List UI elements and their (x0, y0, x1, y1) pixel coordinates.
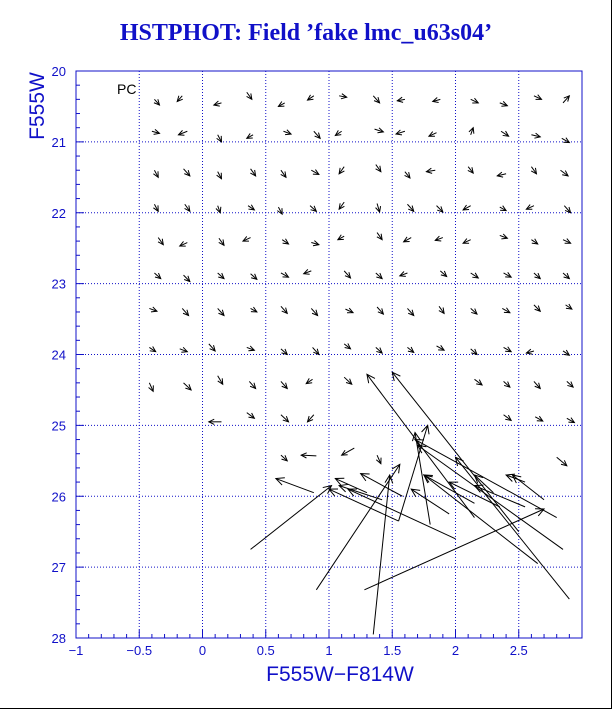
small-vector (281, 349, 287, 355)
small-vector (471, 98, 479, 103)
small-vector (154, 99, 160, 105)
small-vector (396, 130, 405, 135)
small-vector (504, 381, 510, 387)
small-vector (218, 376, 223, 385)
small-vector (339, 94, 347, 99)
small-vector (405, 172, 410, 178)
small-vector (311, 170, 319, 175)
small-vector (429, 132, 437, 137)
small-vector (218, 273, 224, 279)
small-vector (184, 383, 192, 390)
small-vector (178, 130, 187, 135)
small-vector (209, 344, 215, 351)
small-vector (339, 202, 344, 209)
long-vector (456, 457, 570, 599)
small-vector (281, 455, 287, 461)
small-vector (500, 101, 508, 106)
small-vector (567, 418, 575, 423)
small-vector (504, 415, 512, 421)
small-vector (531, 133, 540, 138)
small-vector (501, 131, 509, 136)
small-vector (277, 207, 282, 214)
small-vector (563, 350, 569, 355)
small-vector (180, 347, 188, 352)
small-vector (407, 308, 413, 315)
small-vector (307, 415, 313, 422)
small-vector (283, 130, 291, 135)
small-vector (281, 306, 287, 313)
small-vector (301, 453, 316, 458)
small-vector (534, 273, 540, 279)
small-vector (500, 206, 506, 211)
small-vector (563, 273, 569, 279)
small-vector (377, 307, 383, 314)
y-tick-label: 24 (51, 347, 66, 363)
y-tick-label: 21 (51, 134, 66, 150)
long-vector (373, 475, 393, 634)
small-vector (278, 102, 284, 107)
small-vector (307, 95, 313, 100)
small-vector (311, 308, 317, 315)
small-vector (251, 307, 257, 312)
small-vector (313, 347, 319, 354)
small-vector (281, 170, 286, 177)
y-tick-label: 27 (51, 560, 66, 576)
small-vector (247, 92, 252, 99)
small-vector (497, 172, 506, 177)
small-vector (214, 101, 222, 106)
small-vector (469, 128, 474, 135)
y-tick-label: 26 (51, 489, 66, 505)
small-vector (149, 307, 157, 312)
small-vector (471, 349, 477, 355)
small-vector (149, 383, 154, 392)
small-vector (209, 419, 222, 424)
small-vector (404, 237, 412, 242)
small-vector (219, 238, 224, 245)
small-vector (250, 169, 255, 176)
small-vector (306, 378, 312, 383)
small-vector (407, 204, 413, 211)
x-tick-label: −1 (68, 643, 84, 658)
small-vector (534, 95, 542, 100)
small-vector (463, 239, 471, 244)
small-vector (311, 241, 319, 246)
small-vector (281, 415, 289, 422)
x-tick-label: 2 (451, 643, 460, 658)
small-vector (433, 98, 441, 103)
small-vector (567, 381, 573, 387)
long-vector (392, 372, 519, 531)
small-vector (563, 239, 571, 244)
y-tick-label: 23 (51, 276, 66, 292)
ticks-layer (52, 64, 570, 658)
small-vector (344, 271, 350, 278)
small-vector (468, 167, 473, 173)
small-vector (400, 271, 408, 276)
small-vector (435, 236, 443, 241)
chart-title: HSTPHOT: Field ’fake lmc_u63s04’ (119, 20, 493, 46)
small-vector (376, 347, 382, 353)
small-vector (439, 306, 444, 313)
small-vector (474, 379, 482, 385)
small-vector (281, 272, 289, 277)
small-vector (557, 457, 567, 466)
y-tick-label: 28 (51, 631, 66, 646)
small-vector (534, 305, 540, 311)
small-vector (376, 165, 381, 172)
small-vector (335, 130, 341, 135)
small-vector (504, 347, 512, 352)
small-vector (504, 272, 512, 277)
x-tick-label: 1 (325, 643, 333, 658)
small-vector (185, 204, 190, 211)
small-vector (182, 308, 188, 315)
long-vector (251, 486, 332, 550)
y-tick-label: 20 (51, 64, 66, 79)
small-vector (563, 96, 569, 103)
small-vector (153, 170, 158, 177)
small-vector (535, 416, 543, 421)
small-vector (531, 239, 537, 244)
small-vector (471, 273, 479, 278)
small-vector (247, 346, 255, 351)
small-vector (426, 168, 435, 173)
small-vector (397, 97, 405, 102)
small-vector (153, 204, 158, 211)
annotation-pc: PC (117, 81, 137, 97)
small-vector (338, 235, 344, 240)
small-vector (534, 381, 540, 388)
small-vector (345, 308, 353, 313)
long-vector (364, 509, 544, 590)
small-vector (564, 206, 570, 213)
long-vector (411, 489, 449, 514)
small-vector (437, 206, 443, 212)
small-vector (184, 169, 190, 176)
small-vector (282, 239, 288, 244)
x-tick-label: −0.5 (126, 643, 153, 658)
small-vector (314, 131, 320, 138)
small-vector (149, 346, 155, 351)
y-tick-label: 25 (51, 418, 66, 434)
small-vector (376, 204, 381, 213)
small-vector (471, 308, 477, 314)
small-vector (247, 413, 255, 419)
small-vector (377, 233, 382, 240)
small-vector (154, 273, 160, 279)
small-vector (158, 238, 163, 245)
small-vector (437, 345, 445, 350)
long-vector (276, 478, 314, 493)
x-tick-label: 1.5 (383, 643, 402, 658)
small-vector (373, 96, 379, 103)
x-axis-label: F555W−F814W (266, 663, 414, 686)
small-vector (407, 347, 413, 352)
grid-layer (76, 71, 582, 638)
small-vector (344, 377, 352, 384)
small-vector (248, 205, 254, 210)
small-vector (180, 241, 188, 246)
small-vector (177, 96, 183, 102)
small-vector (342, 448, 355, 455)
small-vector (344, 343, 350, 348)
small-vector (531, 167, 536, 174)
small-vector (526, 349, 534, 354)
small-vector (502, 308, 510, 313)
small-vector (376, 455, 381, 464)
y-tick-label: 22 (51, 205, 66, 221)
small-vector (463, 205, 471, 210)
small-vector (339, 167, 344, 174)
small-vector (218, 308, 224, 315)
small-vector (440, 271, 446, 277)
x-tick-label: 0.5 (256, 643, 275, 658)
long-vector (424, 475, 475, 503)
small-vector (566, 304, 572, 309)
small-vector (526, 205, 534, 210)
small-vector (251, 274, 257, 280)
long-vector (361, 474, 403, 497)
small-vector (304, 269, 312, 274)
small-vector (249, 381, 255, 388)
long-vector (339, 484, 382, 499)
small-vector (281, 381, 287, 388)
y-axis-label: F555W (26, 72, 49, 140)
small-vector (375, 128, 384, 133)
small-vector (560, 170, 568, 176)
small-vector (247, 133, 253, 138)
small-vector (500, 234, 508, 239)
small-vector (217, 135, 222, 142)
small-vector (243, 236, 251, 241)
x-tick-label: 2.5 (509, 643, 528, 658)
small-vector (184, 275, 190, 281)
small-vector (216, 206, 221, 213)
long-vector (399, 425, 429, 521)
vector-layer (149, 92, 575, 634)
small-vector (376, 273, 382, 279)
small-vector (310, 206, 316, 212)
small-vector (152, 129, 160, 134)
small-vector (217, 172, 222, 179)
x-tick-label: 0 (198, 643, 207, 658)
